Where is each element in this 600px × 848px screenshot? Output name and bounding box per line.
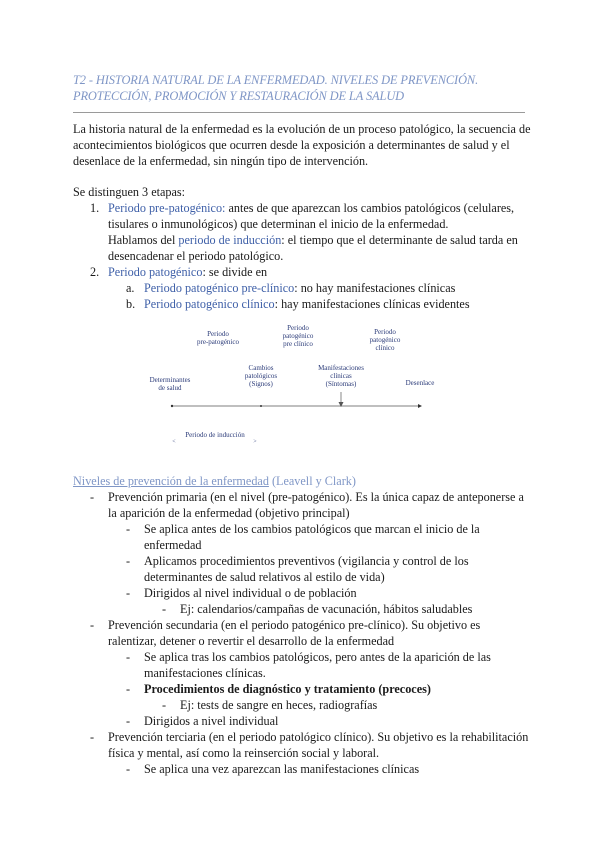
stage-2b-letter: b.: [126, 297, 136, 311]
primary-line-2: la aparición de la enfermedad (objetivo principal): [108, 506, 350, 520]
tertiary-sub1-dash: -: [126, 762, 131, 776]
prevention-heading-suffix: (Leavell y Clark): [268, 474, 356, 488]
prevention-section-heading: [73, 473, 356, 489]
stage-1-line-4: desencadenar el periodo patológico.: [108, 249, 284, 263]
stage-2a-text: : no hay manifestaciones clínicas: [294, 281, 456, 295]
label-induccion: Periodo de inducción: [185, 431, 245, 439]
secondary-line-2: ralentizar, detener o revertir el desarrollo de la enfermedad: [108, 634, 395, 648]
secondary-sub1-line-2: manifestaciones clínicas.: [144, 666, 266, 680]
title-line-1: T2 - HISTORIA NATURAL DE LA ENFERMEDAD. NIVELES DE PREVENCIÓN.: [73, 73, 479, 87]
label-det-2: de salud: [158, 384, 182, 392]
secondary-sub1-line-1: Se aplica tras los cambios patológicos, pero antes de la aparición de las: [144, 650, 491, 664]
label-camb-2: patológicos: [244, 372, 278, 380]
secondary-sub3-line: Dirigidos a nivel individual: [144, 714, 279, 728]
stage-2a-term: Periodo patogénico pre-clínico: [144, 281, 295, 295]
secondary-sub2-dash: -: [126, 682, 131, 696]
stage-2-term: Periodo patogénico: [108, 265, 203, 279]
secondary-example: Ej: tests de sangre en heces, radiografías: [180, 698, 378, 712]
stage-2b-text: : hay manifestaciones clínicas evidentes: [274, 297, 470, 311]
primary-sub1-line-1: Se aplica antes de los cambios patológicos que marcan el inicio de la: [144, 522, 480, 536]
stage-1-line-1: [108, 200, 514, 216]
label-clin-3: clínico: [375, 344, 395, 352]
label-clin-2: patogénico: [369, 336, 401, 344]
primary-line-1: Prevención primaria (en el nivel (pre-patogénico). Es la única capaz de anteponerse a: [108, 490, 524, 504]
timeline-svg: [140, 322, 460, 452]
label-manif-3: (Síntomas): [325, 380, 357, 388]
title-divider: [73, 112, 525, 113]
stages-intro: Se distinguen 3 etapas:: [73, 185, 186, 199]
stage-1-line-3-post: : el tiempo que el determinante de salud tarda en: [281, 233, 518, 247]
intro-line-1: La historia natural de la enfermedad es la evolución de un proceso patológico, la secuencia de: [73, 122, 531, 136]
stage-2b-line: [144, 296, 470, 312]
induccion-right-arrow: >: [253, 439, 257, 445]
secondary-sub2-line: Procedimientos de diagnóstico y tratamiento (precoces): [144, 682, 431, 696]
secondary-example-dash: -: [162, 698, 167, 712]
primary-dash: -: [90, 490, 95, 504]
stage-1-line-2: tisulares o inmunológicos) que determinan el inicio de la enfermedad.: [108, 217, 449, 231]
induccion-left-arrow: <: [172, 439, 176, 445]
stage-1-line-3-pre: Hablamos del: [108, 233, 179, 247]
label-preclin-3: pre clínico: [283, 340, 313, 348]
label-preclin-2: patogénico: [282, 332, 314, 340]
primary-sub3-line: Dirigidos al nivel individual o de población: [144, 586, 357, 600]
timeline-start-dot: [171, 405, 173, 407]
label-clin-1: Periodo: [374, 328, 396, 336]
label-preclin-1: Periodo: [287, 324, 309, 332]
title-line-2: PROTECCIÓN, PROMOCIÓN Y RESTAURACIÓN DE LA SALUD: [73, 89, 405, 103]
intro-line-3: desenlace de la enfermedad, sin ningún tipo de intervención.: [73, 154, 369, 168]
secondary-sub1-dash: -: [126, 650, 131, 664]
label-pre-1: Periodo: [207, 330, 229, 338]
tertiary-dash: -: [90, 730, 95, 744]
intro-line-2: acontecimientos biológicos que ocurren desde la exposición a determinantes de salud y el: [73, 138, 510, 152]
primary-example-dash: -: [162, 602, 167, 616]
stage-2a-line: [144, 280, 455, 296]
label-camb-3: (Signos): [249, 380, 273, 388]
primary-example: Ej: calendarios/campañas de vacunación, hábitos saludables: [180, 602, 473, 616]
stage-2-text: : se divide en: [202, 265, 268, 279]
timeline-signs-dot: [260, 405, 262, 407]
secondary-sub3-dash: -: [126, 714, 131, 728]
label-camb-1: Cambios: [248, 364, 274, 372]
prevention-link[interactable]: Niveles de prevención de la enfermedad: [73, 474, 269, 488]
primary-sub1-dash: -: [126, 522, 131, 536]
primary-sub1-line-2: enfermedad: [144, 538, 202, 552]
timeline-diagram: [140, 322, 460, 452]
stage-2b-term: Periodo patogénico clínico: [144, 297, 275, 311]
timeline-end-arrow: [418, 404, 422, 408]
tertiary-sub1-line: Se aplica una vez aparezcan las manifestaciones clínicas: [144, 762, 420, 776]
stage-1-number: 1.: [90, 201, 100, 215]
secondary-dash: -: [90, 618, 95, 632]
induction-term: periodo de inducción: [178, 233, 282, 247]
label-pre-2: pre-patogénico: [197, 338, 239, 346]
label-det-1: Determinantes: [149, 376, 191, 384]
label-desenlace: Desenlace: [405, 379, 435, 387]
secondary-line-1: Prevención secundaria (en el periodo patogénico pre-clínico). Su objetivo es: [108, 618, 481, 632]
stage-1-line-3: [108, 232, 518, 248]
stage-2-number: 2.: [90, 265, 100, 279]
primary-sub2-dash: -: [126, 554, 131, 568]
label-manif-1: Manifestaciones: [318, 364, 364, 372]
stage-2-line: [108, 264, 267, 280]
primary-sub3-dash: -: [126, 586, 131, 600]
document-title: [73, 72, 533, 104]
stage-1-term: Periodo pre-patogénico:: [108, 201, 226, 215]
tertiary-line-1: Prevención terciaria (en el periodo patológico clínico). Su objetivo es la rehabilitación: [108, 730, 529, 744]
stage-1-text: antes de que aparezcan los cambios patológicos (celulares,: [225, 201, 515, 215]
stage-2a-letter: a.: [126, 281, 135, 295]
tertiary-line-2: física y mental, así como la reinserción social y laboral.: [108, 746, 380, 760]
primary-sub2-line-2: determinantes de salud relativos al estilo de vida): [144, 570, 385, 584]
primary-sub2-line-1: Aplicamos procedimientos preventivos (vigilancia y control de los: [144, 554, 469, 568]
label-manif-2: clínicas: [330, 372, 352, 380]
